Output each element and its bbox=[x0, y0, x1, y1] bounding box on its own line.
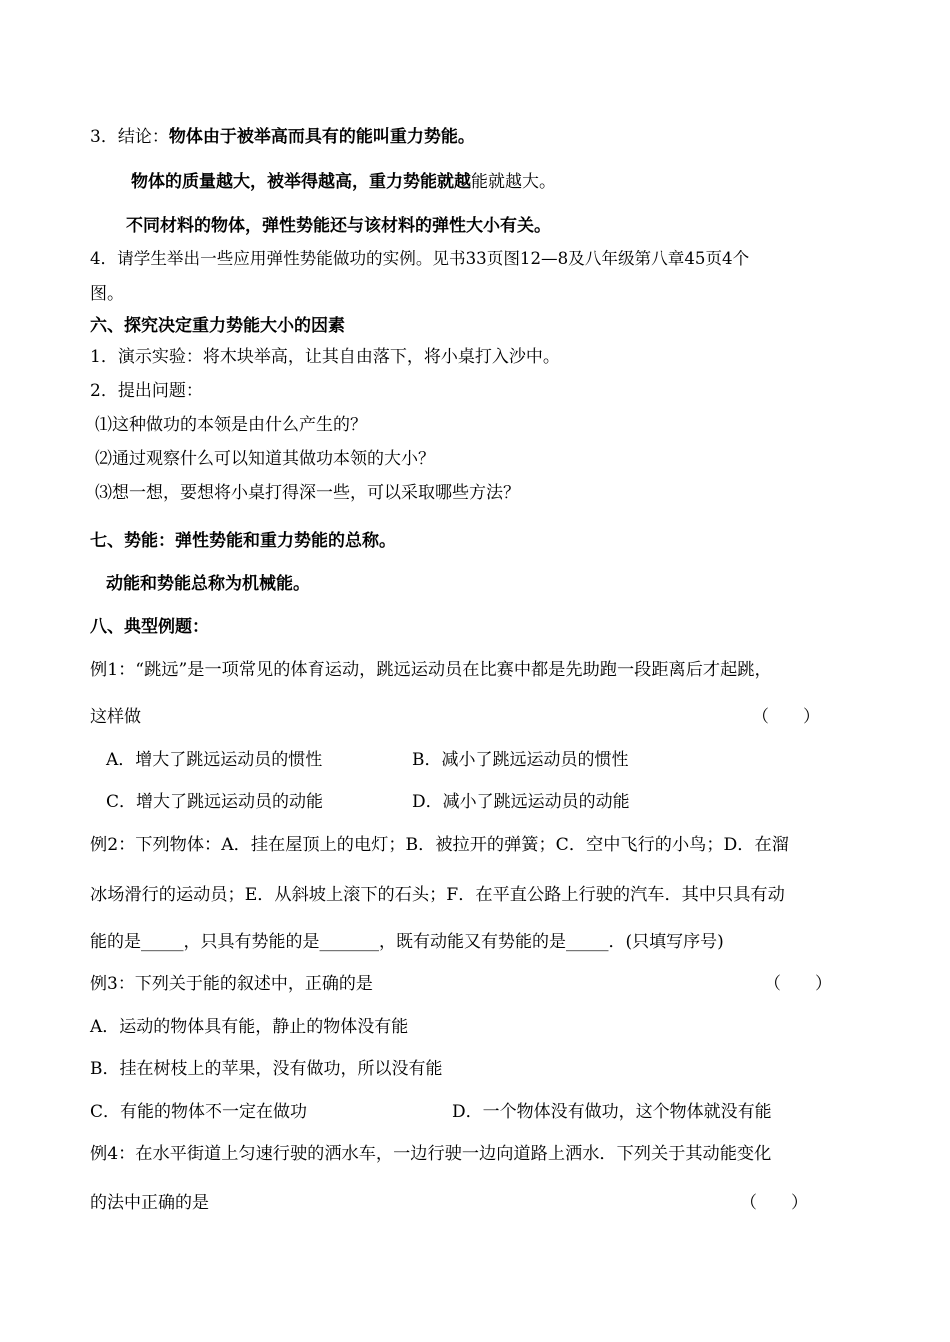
example-1-option-b: B．减小了跳远运动员的惯性 bbox=[412, 750, 629, 770]
item-4-continuation: 图。 bbox=[90, 284, 124, 304]
mechanical-energy-statement: 动能和势能总称为机械能。 bbox=[106, 574, 310, 594]
example-4-continuation: 的法中正确的是 bbox=[90, 1193, 209, 1213]
example-2-line: 例2：下列物体：A．挂在屋顶上的电灯；B．被拉开的弹簧；C．空中飞行的小鸟；D．在溜 bbox=[90, 835, 789, 855]
example-1-answer-blank: （ ） bbox=[752, 707, 820, 727]
example-1-continuation: 这样做 bbox=[90, 707, 141, 727]
example-3-option-b: B．挂在树枝上的苹果，没有做功，所以没有能 bbox=[90, 1059, 443, 1079]
example-3-option-c: C．有能的物体不一定在做功 bbox=[90, 1102, 308, 1122]
section-6-heading: 六、探究决定重力势能大小的因素 bbox=[90, 316, 345, 336]
elastic-material-statement: 不同材料的物体，弹性势能还与该材料的弹性大小有关。 bbox=[126, 216, 551, 236]
example-1-line: 例1：“跳远”是一项常见的体育运动，跳远运动员在比赛中都是先助跑一段距离后才起跳， bbox=[90, 660, 772, 680]
demo-experiment-line: 1．演示实验：将木块举高，让其自由落下，将小桌打入沙中。 bbox=[90, 347, 560, 367]
section-8-heading: 八、典型例题： bbox=[90, 617, 209, 637]
conclusion-line bbox=[90, 126, 475, 148]
question-1: ⑴这种做功的本领是由什么产生的？ bbox=[95, 415, 367, 435]
example-2-continuation-1: 冰场滑行的运动员；E．从斜坡上滚下的石头；F．在平直公路上行驶的汽车．其中只具有动 bbox=[90, 885, 785, 905]
example-1-option-c: C．增大了跳远运动员的动能 bbox=[106, 792, 324, 812]
example-4-answer-blank: （ ） bbox=[740, 1193, 808, 1213]
gravity-energy-statement bbox=[131, 171, 556, 193]
example-1-option-d: D．减小了跳远运动员的动能 bbox=[412, 792, 630, 812]
example-1-option-a: A．增大了跳远运动员的惯性 bbox=[106, 750, 323, 770]
gravity-statement-bold: 物体的质量越大，被举得越高，重力势能就越 bbox=[131, 172, 471, 192]
raise-question-line: 2．提出问题： bbox=[90, 381, 203, 401]
conclusion-text: 物体由于被举高而具有的能叫重力势能。 bbox=[168, 127, 475, 147]
example-3-line: 例3：下列关于能的叙述中，正确的是 bbox=[90, 974, 373, 994]
item-4-line: 4．请学生举出一些应用弹性势能做功的实例。见书33页图12—8及八年级第八章45页4个 bbox=[90, 249, 750, 268]
conclusion-number: 3．结论： bbox=[90, 127, 169, 147]
question-3: ⑶想一想，要想将小桌打得深一些，可以采取哪些方法？ bbox=[95, 483, 520, 503]
example-3-option-d: D．一个物体没有做功，这个物体就没有能 bbox=[452, 1102, 772, 1122]
example-2-continuation-2: 能的是_____，只具有势能的是_______，既有动能又有势能的是_____．(只填写序号) bbox=[90, 932, 724, 952]
gravity-statement-tail: 能就越大。 bbox=[471, 172, 556, 192]
example-3-answer-blank: （ ） bbox=[764, 974, 832, 994]
section-7-heading: 七、势能：弹性势能和重力势能的总称。 bbox=[90, 531, 396, 551]
question-2: ⑵通过观察什么可以知道其做功本领的大小？ bbox=[95, 449, 435, 469]
example-3-option-a: A．运动的物体具有能，静止的物体没有能 bbox=[90, 1017, 409, 1037]
example-4-line: 例4：在水平街道上匀速行驶的洒水车，一边行驶一边向道路上洒水．下列关于其动能变化 bbox=[90, 1144, 772, 1164]
